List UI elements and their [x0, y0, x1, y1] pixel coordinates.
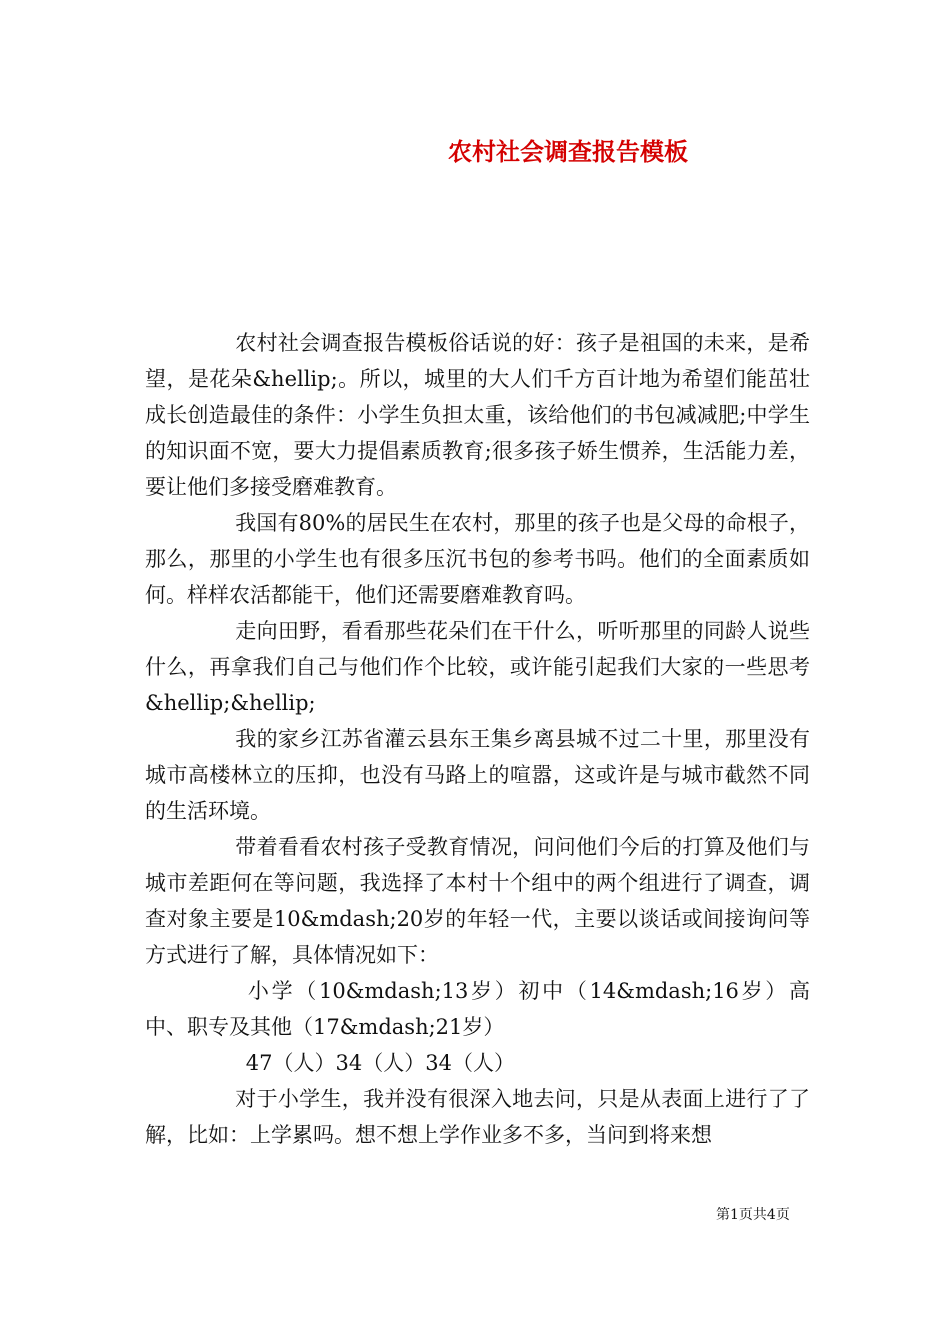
paragraph-headcounts: 47（人）34（人）34（人）: [245, 1051, 515, 1075]
document-title: 农村社会调查报告模板: [448, 137, 688, 166]
paragraph-rural-population: 我国有80%的居民生在农村，那里的孩子也是父母的命根子，那么，那里的小学生也有很多压沉书包的参考书吗。他们的全面素质如何。样样农活都能干，他们还需要磨难教育吗。: [145, 511, 810, 607]
paragraph-go-to-fields: 走向田野，看看那些花朵们在干什么，听听那里的同龄人说些什么，再拿我们自己与他们作个比较，或许能引起我们大家的一些思考&hellip;&hellip;: [145, 619, 810, 715]
page-number: 第1页共4页: [716, 1207, 790, 1223]
paragraph-survey-method: 带着看看农村孩子受教育情况，问问他们今后的打算及他们与城市差距何在等问题，我选择了本村十个组中的两个组进行了调查，调查对象主要是10&mdash;20岁的年轻一代，主要以谈话或间接询问等方式进行了解，具体情况如下：: [145, 835, 810, 967]
document-body: [145, 325, 810, 1153]
paragraph-intro: 农村社会调查报告模板俗话说的好：孩子是祖国的未来，是希望，是花朵&hellip;。所以，城里的大人们千方百计地为希望们能茁壮成长创造最佳的条件：小学生负担太重，该给他们的书包减减肥;中学生的知识面不宽，要大力提倡素质教育;很多孩子娇生惯养，生活能力差，要让他们多接受磨难教育。: [145, 331, 810, 499]
paragraph-primary-students: 对于小学生，我并没有很深入地去问，只是从表面上进行了了解，比如：上学累吗。想不想上学作业多不多，当问到将来想: [145, 1087, 810, 1147]
paragraph-age-groups: 小学（10&mdash;13岁）初中（14&mdash;16岁）高中、职专及其他（17&mdash;21岁）: [145, 979, 810, 1039]
paragraph-hometown: 我的家乡江苏省灌云县东王集乡离县城不过二十里，那里没有城市高楼林立的压抑，也没有马路上的喧嚣，这或许是与城市截然不同的生活环境。: [145, 727, 810, 823]
